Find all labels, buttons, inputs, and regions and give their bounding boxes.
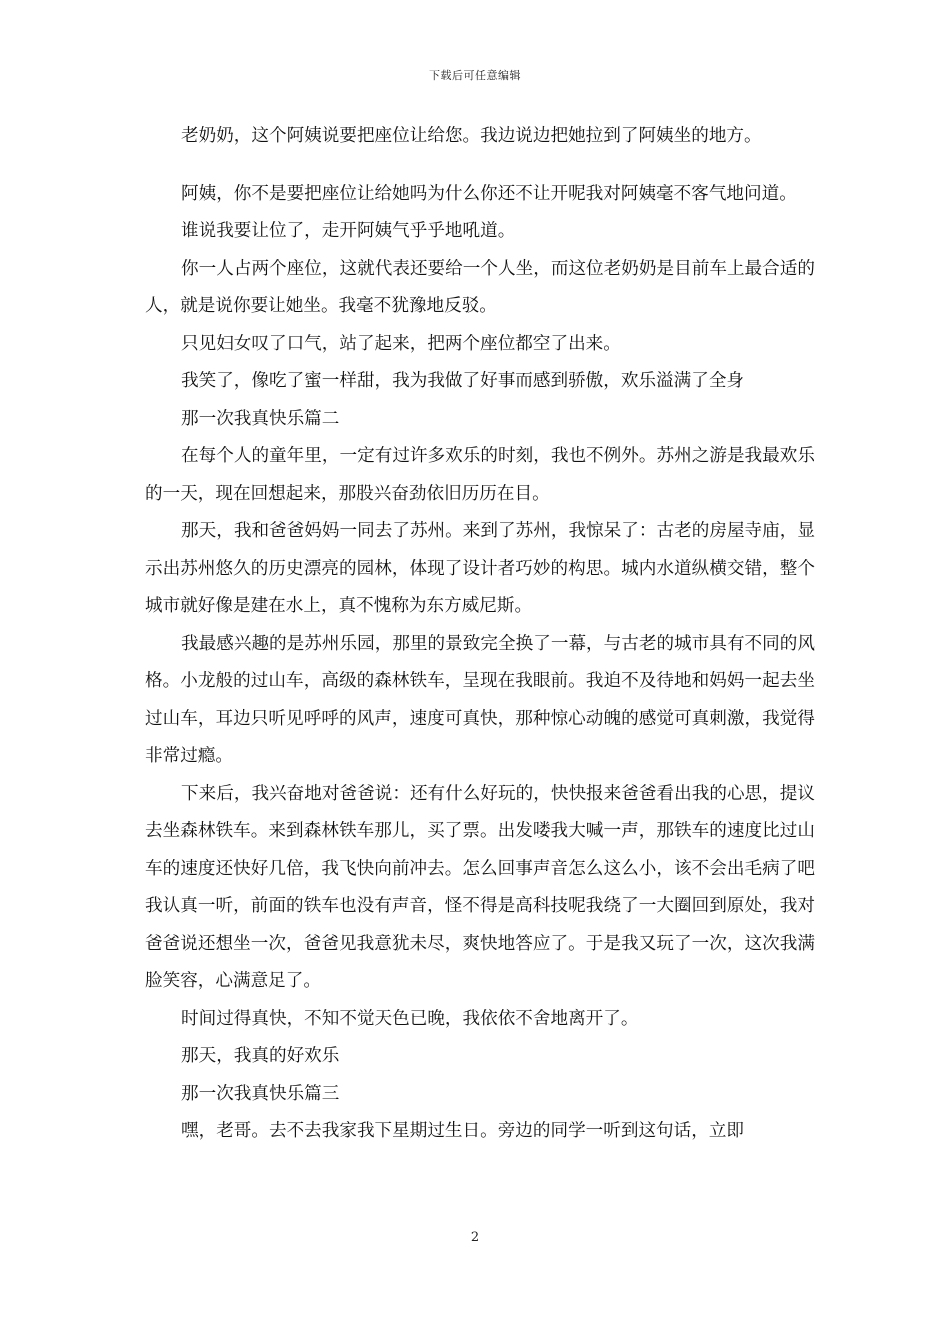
paragraph: 那天，我真的好欢乐 [181,1046,340,1066]
document-body [145,118,815,1151]
paragraph: 老奶奶，这个阿姨说要把座位让给您。我边说边把她拉到了阿姨坐的地方。 [181,126,762,146]
paragraph: 谁说我要让位了，走开阿姨气乎乎地吼道。 [181,221,516,241]
paragraph: 嘿，老哥。去不去我家我下星期过生日。旁边的同学一听到这句话，立即 [181,1121,745,1141]
section-title: 那一次我真快乐篇三 [181,1083,340,1104]
paragraph: 在每个人的童年里，一定有过许多欢乐的时刻，我也不例外。苏州之游是我最欢乐的一天，现在回想起来，那股兴奋劲依旧历历在目。 [145,446,815,504]
paragraph: 时间过得真快，不知不觉天色已晚，我依依不舍地离开了。 [181,1008,639,1029]
paragraph: 阿姨，你不是要把座位让给她吗为什么你还不让开呢我对阿姨毫不客气地问道。 [181,183,797,204]
paragraph: 你一人占两个座位，这就代表还要给一个人坐，而这位老奶奶是目前车上最合适的人，就是说你要让她坐。我毫不犹豫地反驳。 [145,258,815,316]
section-title: 那一次我真快乐篇二 [181,408,340,429]
paragraph: 我最感兴趣的是苏州乐园，那里的景致完全换了一幕，与古老的城市具有不同的风格。小龙般的过山车，高级的森林铁车，呈现在我眼前。我迫不及待地和妈妈一起去坐过山车，耳边只听见呼呼的风声，速度可真快，那种惊心动魄的感觉可真刺激，我觉得非常过瘾。 [145,633,815,766]
paragraph: 那天，我和爸爸妈妈一同去了苏州。来到了苏州，我惊呆了：古老的房屋寺庙，显示出苏州悠久的历史漂亮的园林，体现了设计者巧妙的构思。城内水道纵横交错，整个城市就好像是建在水上，真不愧称为东方威尼斯。 [145,521,815,616]
paragraph: 只见妇女叹了口气，站了起来，把两个座位都空了出来。 [181,333,621,354]
paragraph: 我笑了，像吃了蜜一样甜，我为我做了好事而感到骄傲，欢乐溢满了全身 [181,371,745,391]
paragraph: 下来后，我兴奋地对爸爸说：还有什么好玩的，快快报来爸爸看出我的心思，提议去坐森林铁车。来到森林铁车那儿，买了票。出发喽我大喊一声，那铁车的速度比过山车的速度还快好几倍，我飞快向前冲去。怎么回事声音怎么这么小，该不会出毛病了吧我认真一听，前面的铁车也没有声音，怪不得是高科技呢我绕了一大圈回到原处，我对爸爸说还想坐一次，爸爸见我意犹未尽，爽快地答应了。于是我又玩了一次，这次我满脸笑容，心满意足了。 [145,783,815,991]
page-header: 下载后可任意编辑 [429,69,521,82]
page-number: 2 [470,1230,480,1245]
